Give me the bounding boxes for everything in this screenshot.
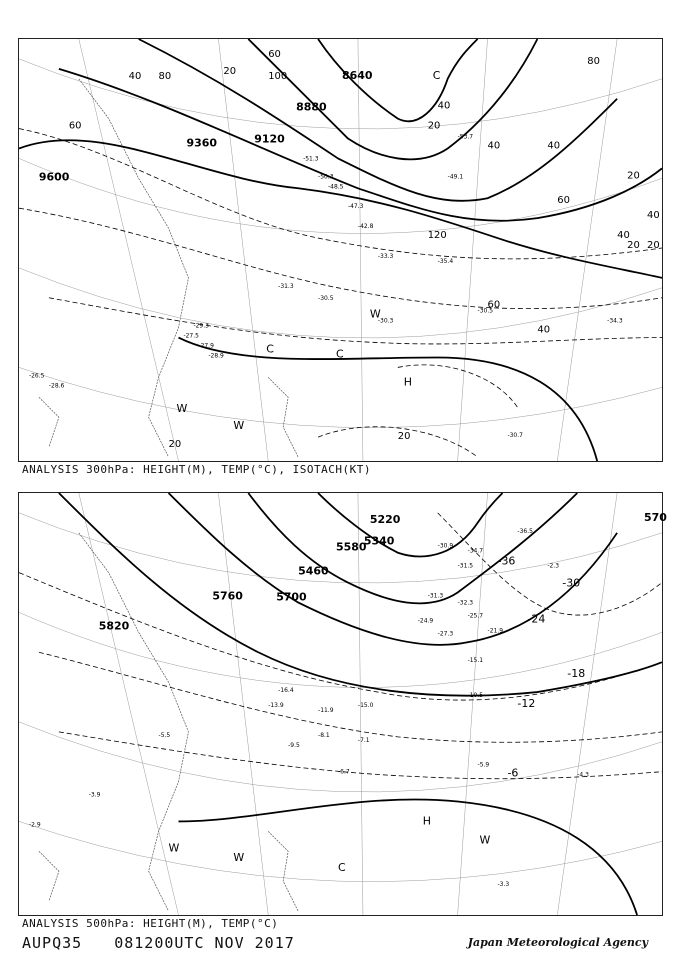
pressure-center-marker: W [479, 833, 491, 847]
caption-300hpa: ANALYSIS 300hPa: HEIGHT(M), TEMP(°C), ISOTACH(KT) [22, 463, 372, 476]
map-panel-300hpa [18, 38, 663, 462]
temp-sample: -32.3 [457, 599, 474, 607]
temp-sample: -30.7 [507, 432, 523, 440]
temp-sample: -42.8 [357, 223, 374, 231]
isotach-label: 60 [487, 299, 501, 311]
height-label: 5820 [98, 619, 130, 633]
temp-sample: -15.1 [467, 657, 484, 665]
temp-sample: -48.5 [328, 183, 344, 191]
temp-sample: -4.3 [577, 771, 589, 779]
isotach-label: 40 [487, 140, 501, 152]
height-label: 9600 [38, 170, 70, 184]
temp-sample: -3.9 [88, 791, 101, 799]
graticule [19, 39, 662, 461]
temp-sample: -30.5 [318, 294, 334, 302]
caption-500hpa: ANALYSIS 500hPa: HEIGHT(M), TEMP(°C) [22, 917, 279, 930]
isotach-label: 120 [427, 230, 447, 242]
temp-sample: -49.1 [447, 173, 464, 181]
pressure-center-marker: C [432, 68, 441, 82]
temp-sample: -31.5 [457, 562, 474, 570]
height-label: 9120 [254, 132, 285, 146]
map-300hpa-canvas [19, 39, 662, 461]
bot-labels [29, 511, 667, 888]
height-label: 8640 [341, 68, 373, 82]
isotach-label: 100 [268, 70, 288, 82]
temp-sample: -13.9 [268, 701, 284, 709]
isotach-label: 20 [627, 240, 640, 252]
temp-contour-label: -30 [562, 576, 581, 590]
temp-sample: -35.4 [437, 257, 454, 265]
isotach-label: 40 [647, 210, 660, 222]
temp-sample: -34.7 [467, 547, 484, 555]
pressure-center-marker: C [266, 342, 274, 356]
height-label: 5760 [212, 589, 243, 603]
temp-sample: -15.0 [357, 701, 374, 709]
isotach-label: 80 [587, 55, 600, 67]
height-label: 5460 [298, 564, 329, 578]
height-label: 9360 [186, 136, 217, 150]
map-panel-500hpa [18, 492, 667, 916]
isotach-label: 20 [223, 65, 237, 77]
temp-sample: -3.3 [497, 881, 510, 889]
temp-contour-label: -36 [497, 554, 516, 568]
pressure-center-marker: W [168, 841, 180, 855]
pressure-center-marker: W [233, 419, 245, 433]
temp-sample: -24.9 [417, 617, 434, 625]
pressure-center-marker: C [338, 861, 346, 875]
temp-sample: -29.3 [193, 322, 209, 330]
isotach-label: 20 [647, 240, 660, 252]
height-label: 570 [644, 510, 667, 524]
temp-sample: -27.9 [198, 342, 214, 350]
isotach-label: 60 [68, 120, 82, 132]
graticule [19, 493, 662, 915]
height-label: 5340 [363, 534, 395, 548]
pressure-center-marker: W [233, 851, 245, 865]
temp-sample: -50.3 [318, 173, 334, 181]
temp-sample: -28.9 [208, 352, 224, 360]
isotach-label: 20 [168, 439, 182, 451]
height-label: 5700 [276, 590, 307, 604]
height-label: 8880 [296, 100, 327, 114]
isotach-label: 60 [268, 48, 281, 60]
agency-credit: Japan Meteorological Agency [467, 936, 648, 949]
temp-contour-label: -6 [507, 766, 519, 780]
isotach-label: 40 [617, 230, 630, 242]
isotach-label: 40 [547, 140, 561, 152]
pressure-center-marker: W [176, 402, 188, 416]
temp-sample: -53.7 [457, 133, 474, 141]
temp-sample: -34.3 [607, 317, 623, 325]
temp-contour-label: -24 [527, 612, 546, 626]
temp-sample: -25.7 [467, 612, 484, 620]
height-contours [19, 39, 662, 461]
temp-sample: -31.3 [427, 592, 444, 600]
pressure-center-marker: C [336, 347, 344, 361]
temp-contour-label: -12 [517, 696, 536, 710]
temp-sample: -11.9 [318, 706, 334, 714]
temp-sample: -16.4 [278, 687, 294, 695]
temp-sample: -33.3 [377, 252, 394, 260]
temp-sample: -2.9 [28, 821, 41, 829]
isotach-contours [19, 129, 662, 457]
temp-sample: -2.3 [547, 562, 560, 570]
isotach-label: 40 [537, 324, 551, 336]
temp-sample: -9.5 [288, 741, 300, 749]
valid-time: 081200UTC NOV 2017 [114, 934, 295, 952]
temp-sample: -5.9 [477, 761, 490, 769]
product-id [22, 934, 317, 952]
temp-sample: -7.1 [357, 736, 370, 744]
isotach-label: 40 [437, 100, 451, 112]
temp-sample: -47.3 [347, 203, 364, 211]
map-500hpa-canvas [19, 493, 667, 915]
temp-sample: -27.5 [183, 332, 199, 340]
top-labels [29, 49, 660, 450]
temp-sample: -5.5 [158, 731, 171, 739]
temp-sample: -30.3 [377, 317, 394, 325]
pressure-center-marker: W [369, 307, 381, 321]
pressure-center-marker: H [422, 814, 431, 828]
pressure-center-marker: H [403, 375, 413, 389]
isotach-label: 20 [627, 170, 640, 182]
isotach-label: 60 [557, 195, 571, 207]
temp-sample: -10.5 [467, 692, 484, 700]
temp-sample: -31.3 [278, 282, 294, 290]
temp-contour-label: -18 [567, 667, 586, 681]
temp-sample: -6.7 [338, 768, 350, 776]
temp-sample: -30.5 [477, 307, 494, 315]
temp-sample: -8.1 [318, 731, 330, 739]
isotach-label: 40 [128, 70, 142, 82]
isotach-label: 80 [158, 70, 172, 82]
temp-sample: -26.5 [28, 372, 45, 380]
temp-sample: -28.6 [48, 382, 65, 390]
product-code: AUPQ35 [22, 934, 83, 952]
isotach-label: 20 [397, 431, 411, 443]
height-label: 5580 [336, 540, 367, 554]
temp-sample: -36.5 [517, 527, 533, 535]
temp-sample: -30.9 [437, 542, 454, 550]
height-label: 5220 [369, 512, 401, 526]
temp-sample: -21.9 [487, 627, 504, 635]
isotach-label: 20 [427, 120, 441, 132]
temp-sample: -51.3 [303, 155, 319, 163]
temp-sample: -27.3 [437, 630, 454, 638]
